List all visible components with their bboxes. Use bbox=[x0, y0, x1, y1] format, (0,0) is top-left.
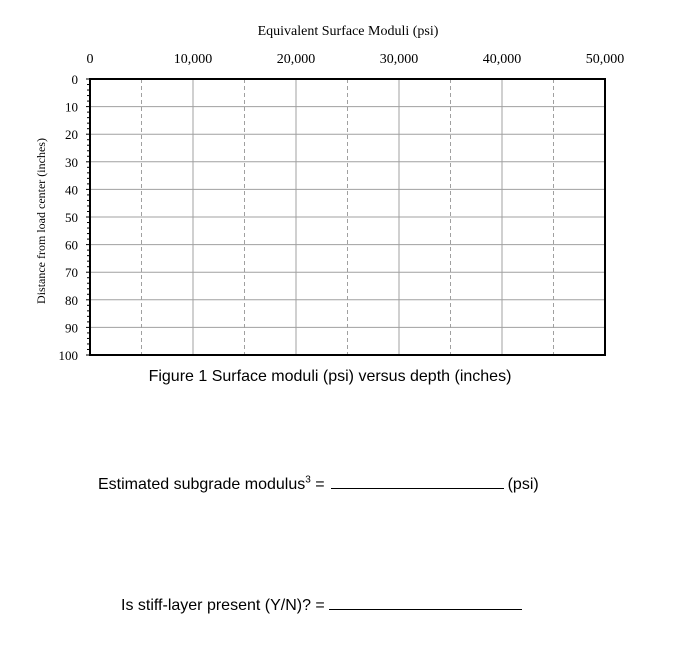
subgrade-modulus-question bbox=[98, 473, 539, 494]
y-tick-label: 90 bbox=[65, 320, 78, 336]
x-tick-label: 40,000 bbox=[482, 52, 522, 67]
footnote-marker: 3 bbox=[305, 474, 311, 486]
equals-sign: = bbox=[310, 476, 325, 493]
y-tick-label: 50 bbox=[65, 210, 78, 225]
y-tick-label: 30 bbox=[65, 154, 78, 170]
x-axis-title: Equivalent Surface Moduli (psi) bbox=[257, 24, 439, 39]
x-tick-label: 0 bbox=[86, 52, 94, 67]
stiff-layer-blank[interactable] bbox=[329, 594, 522, 610]
y-axis-title: Distance from load center (inches) bbox=[34, 138, 48, 304]
x-tick-label: 10,000 bbox=[173, 52, 213, 67]
stiff-layer-question bbox=[121, 594, 522, 615]
psi-unit: (psi) bbox=[507, 476, 539, 493]
y-tick-label: 70 bbox=[65, 265, 78, 281]
stiff-layer-label: Is stiff-layer present (Y/N)? = bbox=[121, 597, 325, 614]
y-tick-label: 0 bbox=[71, 72, 78, 87]
x-tick-label: 50,000 bbox=[585, 52, 625, 67]
y-tick-label: 80 bbox=[65, 292, 78, 308]
y-tick-label: 100 bbox=[58, 348, 78, 363]
x-tick-label: 20,000 bbox=[276, 52, 316, 67]
y-tick-label: 60 bbox=[65, 237, 78, 253]
y-tick-label: 40 bbox=[65, 182, 78, 198]
x-tick-label: 30,000 bbox=[379, 52, 419, 67]
y-tick-label: 10 bbox=[65, 99, 78, 115]
figure-caption: Figure 1 Surface moduli (psi) versus depth (inches) bbox=[148, 368, 512, 385]
subgrade-modulus-blank[interactable] bbox=[331, 473, 504, 489]
subgrade-modulus-label: Estimated subgrade modulus bbox=[98, 476, 306, 493]
y-tick-label: 20 bbox=[65, 127, 78, 143]
